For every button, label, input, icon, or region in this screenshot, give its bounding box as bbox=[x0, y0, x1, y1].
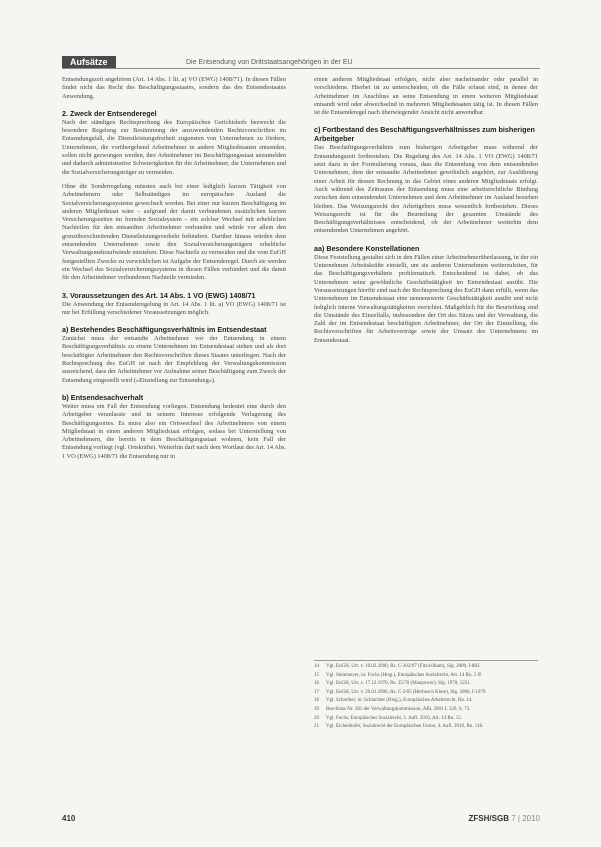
footnote-text: Vgl. Eichenhofer, Sozialrecht der Europäischen Union, 4. Aufl. 2010, Rn. 110. bbox=[326, 724, 484, 730]
paragraph: Diese Feststellung gestaltet sich in den Fällen einer Arbeitnehmerüberlassung, in der ein Unternehmen Arbeitskräfte einstellt, um sie anderen Unternehmen weiterzuleiten, für das Beschäftigungsverhältnis problematisch. Entscheidend ist dabei, ob das Unternehmen seine gewöhnliche Geschäftstätigkeit im Entsendestaat ausübt. Die Voraussetzungen hierfür sind nach der Rechtsprechung des EuGH dann erfüllt, wenn das Unternehmen im Entsendestaat eine nennenswerte Geschäftstätigkeit ausübt und nicht lediglich interne Verwaltungstätigkeiten verrichtet. Maßgeblich für die Beurteilung sind die Umstände des Einzelfalls, insbesondere der Ort des Sitzes und der Verwaltung, die Zahl der im Entsendestaat beschäftigten Arbeitnehmer, der Ort der Einstellung, die Rechtsvorschriften für Arbeitsverträge sowie der Umsatz des Unternehmens im Entsendestaat. bbox=[314, 253, 538, 344]
paragraph: Zunächst muss der entsandte Arbeitnehmer vor der Entsendung in einem Beschäftigungsverhältnis zu einem Unternehmen im Entsendestaat stehen und als dort beschäftigter Arbeitnehmer den Rechtsvorschriften dieses Staates unterliegen. Nach der Rechtsprechung des EuGH ist nach der Empfehlung der Verwaltungskommission ausreichend, dass der Arbeitnehmer vor Aufnahme seiner Beschäftigung zum Zweck der Entsendung eingestellt wird (»Einstellung zur Entsendung«). bbox=[62, 335, 286, 384]
paragraph: Entsendungszeit angehören (Art. 14 Abs. 1 lit. a) VO (EWG) 1408/71). In diesen Fällen findet nicht das Recht des Beschäftigungsstaates, sondern das des Entsendestaates Anwendung. bbox=[62, 76, 286, 100]
paragraph: Weiter muss ein Fall der Entsendung vorliegen. Entsendung bedeutet eine durch den Arbeitgeber veranlasste und in seinem Interesse erfolgende Verlagerung des Beschäftigungsortes. Es muss also ein Ortswechsel des Arbeitnehmers von einem Mitgliedstaat in einen anderen Mitgliedstaat erfolgen, sodass bei Unterstellung von Arbeitnehmern, die bereits in dem Beschäftigungsstaat wohnen, kein Fall der Entsendung vorliegt (vgl. Ortskräfte). Weiterhin darf nach dem Wortlaut des Art. 14 Abs. 1 VO (EWG) 1408/71 die Entsendung nur in bbox=[62, 402, 286, 460]
section-heading: c) Fortbestand des Beschäftigungsverhältnisses zum bisherigen Arbeitgeber bbox=[314, 125, 535, 144]
page-footer bbox=[62, 812, 540, 826]
page-number: 410 bbox=[62, 814, 76, 823]
footnote bbox=[314, 673, 538, 680]
section-heading: aa) Besondere Konstellationen bbox=[314, 243, 420, 253]
paragraph: Die Anwendung der Entsenderegelung in Art. 14 Abs. 1 lit. a) VO (EWG) 1408/71 ist nur bei Erfüllung verschiedener Voraussetzungen möglich. bbox=[62, 300, 286, 316]
footnote-text: Vgl. Fuchs, Europäisches Sozialrecht, 5. Aufl. 2010, Art. 14 Rn. 12. bbox=[326, 715, 462, 721]
paragraph: einen anderen Mitgliedstaat erfolgen, nicht aber nacheinander oder parallel in verschiedene. Hierbei ist zu unterscheiden, ob die Fälle erfasst sind, in denen der Arbeitnehmer im Anschluss an seine Entsendung in einen weiteren Mitgliedstaat entsandt wird oder abwechselnd in mehreren Mitgliedstaaten tätig ist. In diesen Fällen ist die Entsenderegel nach überwiegender Ansicht nicht anwendbar. bbox=[314, 76, 538, 117]
paragraph: Das Beschäftigungsverhältnis zum bisherigen Arbeitgeber muss während der Entsendungszeit fortbestehen. Die Regelung des Art. 14 Abs. 1 VO (EWG) 1408/71 setzt dazu in der Formulierung voraus, dass die Entsendung von dem entsendenden Unternehmen, dem der entsandte Arbeitnehmer gewöhnlich angehört, zur Ausführung einer Arbeit für dessen Rechnung in das Gebiet eines anderen Mitgliedstaats erfolgt. Auch während des Zeitraums der Entsendung muss eine arbeitsrechtliche Bindung zwischen dem entsendenden Unternehmen und dem Arbeitnehmer im Ausland bestehen bleiben. Das Weisungsrecht des Arbeitgebers muss wesentlich fortbestehen. Dieses Weisungsrecht ist für die Beurteilung der gesamten Umstände des Beschäftigungsverhältnisses entscheidend, ob der Arbeitnehmer weiterhin dem entsendenden Unternehmen angehört. bbox=[314, 144, 538, 235]
footnote-text: Beschluss Nr. 181 der Verwaltungskommission, ABl. 2001 L 329, S. 73. bbox=[326, 706, 471, 712]
footnote-number: 18 bbox=[314, 698, 319, 704]
footnote-text: Vgl. EuGH, Urt. v. 10.02.2000, Rs. C-202/97 (Fitzwilliam), Slg. 2000, I-883. bbox=[326, 664, 481, 669]
section-tag: Aufsätze bbox=[62, 56, 116, 68]
footnote-number: 17 bbox=[314, 689, 319, 695]
journal-name bbox=[469, 814, 540, 823]
left-column bbox=[62, 76, 286, 467]
footnote bbox=[314, 698, 538, 705]
footnote-number: 16 bbox=[314, 681, 319, 687]
footnote-text: Vgl. Steinmeyer, in: Fuchs (Hrsg.), Europäisches Sozialrecht, Art. 14 Rn. 5 ff. bbox=[326, 672, 483, 678]
paragraph: Nach der ständigen Rechtsprechung des Europäischen Gerichtshofs bezweckt die besondere Regelung zur Bestimmung der anzuwendenden Rechtsvorschriften im Entsendungsfall, die Dienstleistungsfreiheit zugunsten von Unternehmen zu fördern, Unternehmen, die vorübergehend Arbeitnehmer in andere Mitgliedstaaten entsenden, sollen nicht gezwungen werden, ihre Arbeitnehmer im Beschäftigungsstaat anzumelden und dadurch administrative Schwierigkeiten für die Arbeitnehmer, die Unternehmen und die Sozialversicherungsträger zu vermeiden. bbox=[62, 118, 286, 176]
footnote bbox=[314, 707, 538, 714]
section-heading: a) Bestehendes Beschäftigungsverhältnis im Entsendestaat bbox=[62, 325, 267, 335]
section-heading: 3. Voraussetzungen des Art. 14 Abs. 1 VO (EWG) 1408/71 bbox=[62, 290, 256, 300]
footnote-number: 15 bbox=[314, 672, 319, 678]
footnotes bbox=[314, 660, 538, 733]
footnote bbox=[314, 664, 538, 671]
footnote-number: 19 bbox=[314, 706, 319, 712]
footnote bbox=[314, 716, 538, 723]
footnote-text: Vgl. EuGH, Urt. v. 17.12.1970, Rs. 35/70 (Manpower), Slg. 1970, 1251. bbox=[326, 681, 471, 687]
footnote bbox=[314, 724, 538, 731]
footnote-number: 21 bbox=[314, 724, 319, 730]
footnote-text: Vgl. EuGH, Urt. v. 26.01.2006, Rs. C-2/05 (Herbosch Kiere), Slg. 2006, I-1079. bbox=[326, 689, 487, 695]
section-heading: 2. Zweck der Entsenderegel bbox=[62, 108, 157, 118]
journal-issue: 7 | 2010 bbox=[511, 814, 540, 823]
paragraph: Ohne die Sonderregelung müssten auch bei einer lediglich kurzen Tätigkeit von Arbeitnehmern oder Selbständigen im europäischen Ausland die Sozialversicherungssysteme gewechselt werden. Bei einer nur kurzen Beschäftigung im anderen Mitgliedstaat wäre – aufgrund der damit verbundenen zusätzlichen kurzen Versicherungszeiten im fremden Sozialsystem – ein solcher Wechsel mit erheblichen Nachteilen für den entsandten Arbeitnehmer verbunden und würde vor allem den grenzüberschreitenden Dienstleistungsverkehr behindern. Darüber hinaus würden dem entsendenden Unternehmen sowie den Sozialversicherungsträgern erhebliche Verwaltungsmehraufwände entstehen. Diese Nachteile zu vermeiden und die vom EuGH festgestellten Zwecke zu verwirklichen ist Aufgabe der Entsenderegel. Durch sie werden ein Wechsel des Sozialversicherungssystems in diesen Fällen verhindert und die damit für den Arbeitnehmer verbundenen Nachteile vermieden. bbox=[62, 182, 286, 282]
journal-title: ZFSH/SGB bbox=[468, 814, 509, 823]
footnote-text: Vgl. Schreiber, in: Schlachter (Hrsg.), Europäisches Arbeitsrecht, Rn. 14. bbox=[326, 698, 473, 704]
footnote bbox=[314, 681, 538, 688]
footnote-number: 14 bbox=[314, 664, 319, 669]
footnote-number: 20 bbox=[314, 715, 319, 721]
right-column bbox=[314, 76, 538, 351]
running-title: Die Entsendung von Drittstaatsangehörigen in der EU bbox=[186, 59, 353, 66]
section-heading: b) Entsendesachverhalt bbox=[62, 392, 144, 402]
footnote bbox=[314, 690, 538, 697]
running-header bbox=[62, 56, 540, 69]
